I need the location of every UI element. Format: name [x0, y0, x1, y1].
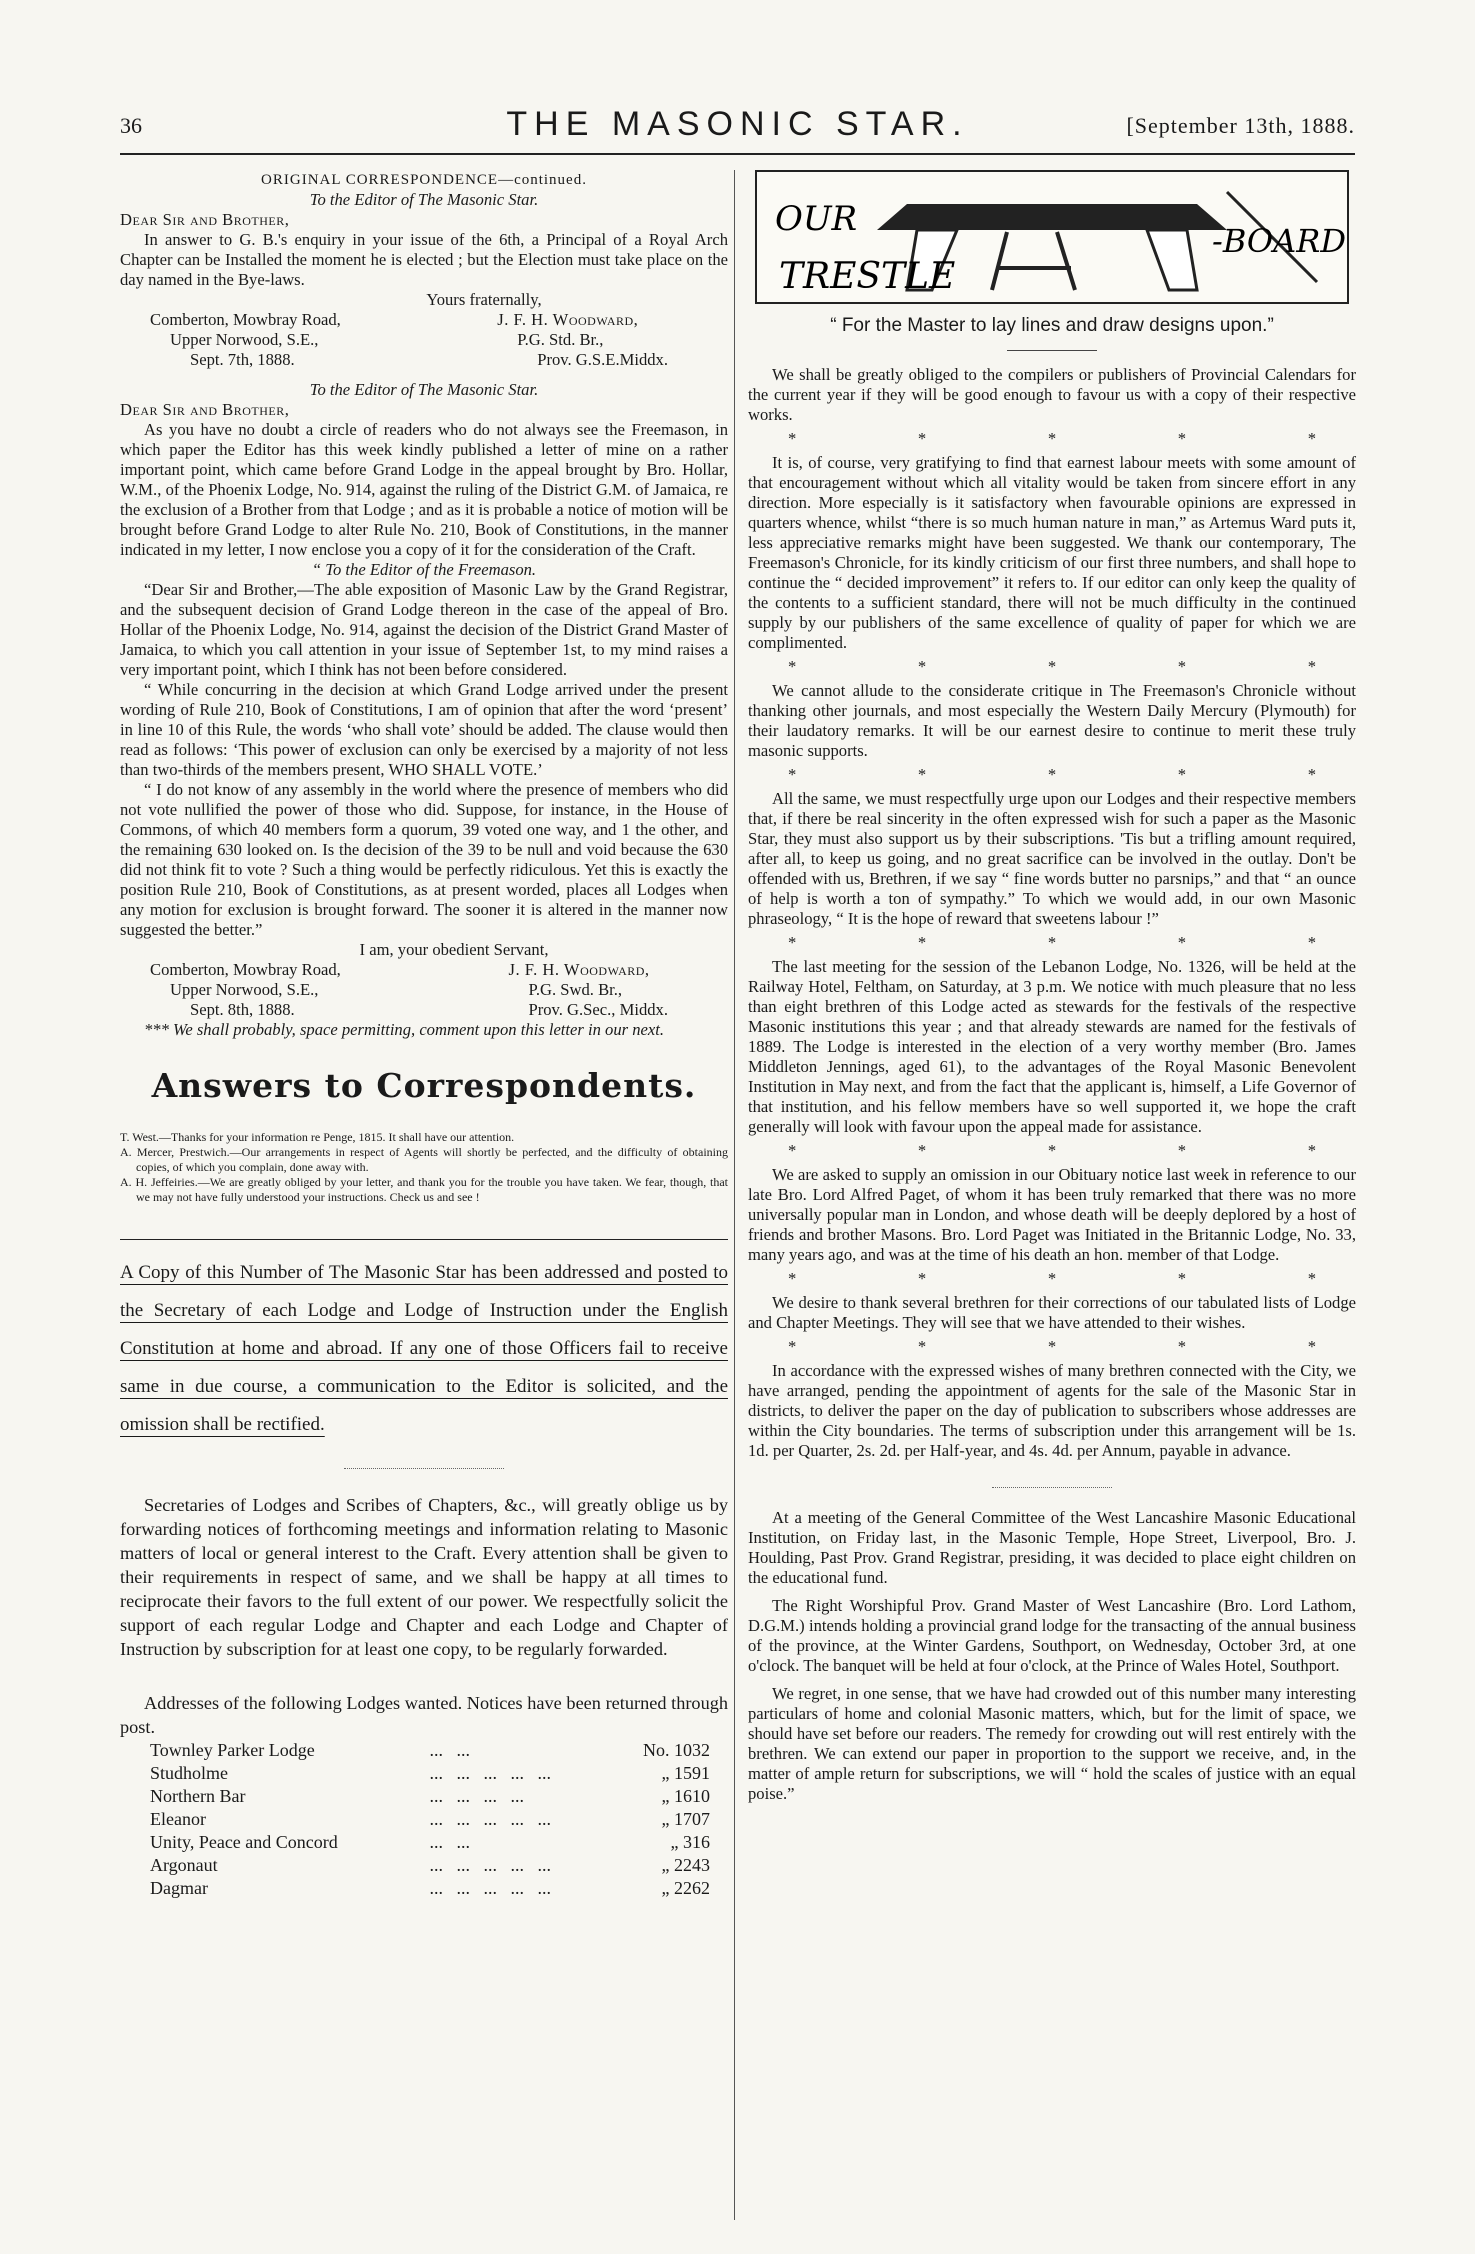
news-paragraph: In accordance with the expressed wishes of many brethren connected with the City, we have arranged, pending the appointment of agents for the sale of the Masonic Star in districts, to deliver the paper on the day of publication to subscribers whose addresses are within the City boundaries. The terms of subscription under this arrangement will be 1s. 1d. per Quarter, 2s. 2d. per Half-year, and 4s. 4d. per Annum, payable in advance. — [748, 1361, 1356, 1460]
asterisk: * — [1307, 1337, 1316, 1356]
lodge-number: „ 1707 — [661, 1809, 710, 1829]
leader-dots: ... ... ... ... ... — [429, 1878, 551, 1898]
lodges-wanted-table — [150, 1739, 710, 1900]
board-word: TRESTLE — [779, 256, 956, 297]
news-paragraph: We cannot allude to the considerate critique in The Freemason's Chronicle without thanking other journals, and most especially the Western Daily Mercury (Plymouth) for their laudatory remarks. It will be our earnest desire to continue to merit these truly masonic supports. — [748, 681, 1356, 760]
asterisk: * — [1047, 1337, 1057, 1356]
letter2-signature-block — [120, 960, 728, 1020]
asterisk: * — [788, 429, 797, 448]
asterism-separator — [748, 657, 1356, 677]
lodge-row — [150, 1877, 710, 1900]
asterisk: * — [1047, 933, 1057, 952]
column-divider — [734, 170, 735, 2220]
header-rule — [120, 153, 1355, 155]
asterisk: * — [788, 1141, 797, 1160]
news-paragraph: The last meeting for the session of the Lebanon Lodge, No. 1326, will be held at the Railway Hotel, Feltham, on Saturday, at 3 p.m. We notice with much pleasure that no less than eight brethren of this Lodge acted as stewards for the festivals of the respective Masonic institutions this year ; and that already stewards are named for the festivals of 1889. The Lodge is interested in the election of a very worthy member (Bro. James Middleton Jennings, aged 61), to the advantages of the Royal Masonic Benevolent Institution in May next, and from the fact that the applicant is, himself, a Life Governor of that institution, and his fellow members have so well supported it, we hope the craft generally will look with favour upon the appeal made for assistance. — [748, 957, 1356, 1136]
provincial-notes — [748, 1508, 1356, 1804]
letter2-salutation: Dear Sir and Brother, — [120, 400, 290, 419]
lodge-number: No. 1032 — [643, 1740, 710, 1760]
answer-item: A. Mercer, Prestwich.—Our arrangements in respect of Agents will shortly be perfected, and the difficulty of obtaining copies, of which you complain, done away with. — [120, 1145, 728, 1174]
lodge-row — [150, 1785, 710, 1808]
letter2-paragraph: “ I do not know of any assembly in the world where the presence of members who did not vote nullified the power of those who did. Suppose, for instance, in the House of Commons, of which 40 members form a quorum, 39 voted one way, and 1 the other, and the remaining 630 looked on. Is the decision of the 39 to be null and void because the 630 did not think fit to vote ? Such a thing would be perfectly ridiculous. Yet this is exactly the position Rule 210, Book of Constitutions, as at present worded, places all Lodges when any motion for exclusion is brought forward. The sooner it is altered in the manner now suggested the better.” — [120, 780, 728, 939]
answer-item: T. West.—Thanks for your information re Penge, 1815. It shall have our attention. — [120, 1130, 515, 1144]
asterisk: * — [917, 1141, 927, 1160]
asterism-separator — [748, 429, 1356, 449]
asterisk: * — [917, 1269, 927, 1288]
asterisk: * — [1047, 657, 1057, 676]
asterisk: * — [1047, 1269, 1057, 1288]
leader-dots: ... ... ... ... ... — [429, 1763, 551, 1783]
lodge-row — [150, 1762, 710, 1785]
lodge-number: „ 316 — [670, 1832, 710, 1852]
asterisk: * — [1047, 765, 1057, 784]
letter1-salutation: Dear Sir and Brother, — [120, 210, 290, 229]
asterisk: * — [1177, 1337, 1187, 1356]
asterisk: * — [917, 933, 927, 952]
letter1-signatory: J. F. H. Woodward, — [497, 310, 639, 329]
lodge-number: „ 2243 — [661, 1855, 710, 1875]
asterisk: * — [1177, 933, 1187, 952]
asterisk: * — [1307, 765, 1316, 784]
leader-dots: ... ... — [429, 1832, 470, 1852]
asterisk: * — [917, 429, 927, 448]
right-column — [748, 170, 1356, 1812]
letter2-date: Sept. 8th, 1888. — [190, 1000, 295, 1019]
letter2-address-line: Upper Norwood, S.E., — [170, 980, 319, 999]
asterisk: * — [1177, 765, 1187, 784]
answer-item: A. H. Jeffeiries.—We are greatly obliged by your letter, and thank you for the trouble you have taken. We fear, though, that we may not have fully understood your instructions. Check us and see ! — [120, 1175, 728, 1204]
asterisk: * — [788, 933, 797, 952]
letter1-date: Sept. 7th, 1888. — [190, 350, 295, 369]
letter2-quote-heading: “ To the Editor of the Freemason. — [311, 560, 537, 579]
news-paragraph: The Right Worshipful Prov. Grand Master of West Lancashire (Bro. Lord Lathom, D.G.M.) intends holding a provincial grand lodge for the transacting of the annual business of the province, at the Winter Gardens, Southport, on Wednesday, October 3rd, at one o'clock. The banquet will be held at four o'clock, at the Prince of Wales Hotel, Southport. — [748, 1596, 1356, 1675]
lodge-number: „ 1591 — [661, 1763, 710, 1783]
leader-dots: ... ... ... ... ... — [429, 1809, 551, 1829]
asterism-separator — [748, 1337, 1356, 1357]
trestle-board-motto: “ For the Master to lay lines and draw designs upon.” — [830, 315, 1274, 336]
lodge-name: Northern Bar — [150, 1786, 246, 1806]
news-paragraph: We shall be greatly obliged to the compilers or publishers of Provincial Calendars for the current year if they will be good enough to favour us with a copy of their respective works. — [748, 365, 1356, 424]
news-paragraph: We regret, in one sense, that we have had crowded out of this number many interesting particulars of home and colonial Masonic matters, which, but for the limit of space, we should have set before our readers. The remedy for crowding out will rest entirely with the brethren. We can extend our paper in proportion to the support we receive, and, in the matter of ample return for subscriptions, we will “ hold the scales of justice with an equal poise.” — [748, 1684, 1356, 1803]
letter2-paragraph: “Dear Sir and Brother,—The able exposition of Masonic Law by the Grand Registrar, and the subsequent decision of Grand Lodge thereon in the case of the appeal of Bro. Hollar of the Phoenix Lodge, No. 914, against the decision of the District Grand Master of Jamaica, to which you call attention in your issue of September 1st, to my mind raises a very important point, which I think has not been before considered. — [120, 580, 728, 679]
asterism-separator — [748, 933, 1356, 953]
asterisk: * — [1177, 1141, 1187, 1160]
trestle-leg — [1147, 230, 1197, 290]
answers-heading: Answers to Correspondents. — [151, 1066, 697, 1105]
board-top — [877, 204, 1227, 230]
asterisk: * — [788, 657, 797, 676]
asterism-separator — [748, 1141, 1356, 1161]
asterism-separator — [748, 765, 1356, 785]
letter2-addressee: To the Editor of The Masonic Star. — [309, 380, 539, 399]
correspondence-heading: ORIGINAL CORRESPONDENCE—continued. — [261, 172, 587, 188]
news-paragraph: We are asked to supply an omission in our Obituary notice last week in reference to our late Bro. Lord Alfred Paget, of whom it has been truly remarked that there was no more universally popular man in London, and whose death will be deeply deplored by a host of friends and brother Masons. Bro. Lord Paget was Initiated in the Britannic Lodge, No. 33, many years ago, and was at the time of his death an hon. member of that Lodge. — [748, 1165, 1356, 1264]
asterisk: * — [1177, 429, 1187, 448]
lodge-row — [150, 1808, 710, 1831]
board-word: -BOARD — [1212, 222, 1347, 260]
leader-dots: ... ... ... ... ... — [429, 1855, 551, 1875]
asterisk: * — [1307, 1141, 1316, 1160]
letter2-rank: P.G. Swd. Br., — [528, 980, 623, 999]
issue-date: [September 13th, 1888. — [1126, 113, 1355, 138]
lodge-name: Dagmar — [150, 1878, 208, 1898]
letter1-rank: Prov. G.S.E.Middx. — [537, 350, 668, 369]
asterisk: * — [1177, 657, 1187, 676]
asterisk: * — [1307, 1269, 1316, 1288]
letter2-paragraph: As you have no doubt a circle of readers who do not always see the Freemason, in which paper the Editor has this week kindly published a letter of mine on a rather important point, which came before Grand Lodge in the appeal brought by Bro. Hollar, W.M., of the Phoenix Lodge, No. 914, against the ruling of the District G.M. of Jamaica, re the exclusion of a Brother from that Lodge ; and as it is probable a notice of motion will be brought before Grand Lodge to alter Rule No. 210, Book of Constitutions, in the manner indicated in my letter, I now enclose you a copy of it for the consideration of the Craft. — [120, 420, 728, 559]
separator — [344, 1468, 504, 1469]
leader-dots: ... ... ... ... — [429, 1786, 524, 1806]
lodge-name: Unity, Peace and Concord — [150, 1832, 338, 1852]
lodge-row — [150, 1831, 710, 1854]
asterisk: * — [917, 657, 927, 676]
lodge-number: „ 2262 — [661, 1878, 710, 1898]
letter1-rank: P.G. Std. Br., — [517, 330, 604, 349]
lodge-name: Studholme — [150, 1763, 229, 1783]
asterisk: * — [788, 1337, 797, 1356]
asterisk: * — [1177, 1269, 1187, 1288]
separator — [992, 1487, 1112, 1488]
news-paragraph: All the same, we must respectfully urge upon our Lodges and their respective members that, if there be real sincerity in the often expressed wish for such a paper as the Masonic Star, they must also support us by their subscriptions. 'Tis but a trifling amount required, after all, to keep us going, and no great sacrifice can be involved in the outlay. Don't be offended with us, Brethren, if we say “ fine words butter no parsnips,” and that “ an ounce of help is worth a ton of sympathy.” To which we would add, in our own Masonic phraseology, “ It is the hope of reward that sweetens labour !” — [748, 789, 1356, 928]
news-paragraph: It is, of course, very gratifying to find that earnest labour meets with some amount of that encouragement without which all vitality would be taken from sincere effort in any direction. More especially is it satisfactory when favourable opinions are expressed in quarters whence, whilst “there is so much human nature in man,” as Artemus Ward puts it, less appreciative remarks might have been suggested. We thank our contemporary, The Freemason's Chronicle, for its kindly criticism of our first three numbers, and shall hope to continue the “ decided improvement” it refers to. If our editor can only keep the quality of the contents to a sufficient standard, there will not be much difficulty in the continued supply by our publishers of the same excellence of quality of paper for which we are complimented. — [748, 453, 1356, 652]
letter1-address-line: Comberton, Mowbray Road, — [150, 310, 341, 329]
asterism-separator — [748, 1269, 1356, 1289]
letter1-body: In answer to G. B.'s enquiry in your issue of the 6th, a Principal of a Royal Arch Chapter can be Installed the moment he is elected ; but the Election must take place on the day named in the Bye-laws. — [120, 230, 728, 289]
news-paragraph: At a meeting of the General Committee of the West Lancashire Masonic Educational Institution, on Friday last, in the Masonic Temple, Hope Street, Liverpool, Bro. J. Houlding, Past Prov. Grand Registrar, presiding, it was decided to place eight children on the educational fund. — [748, 1508, 1356, 1587]
leader-dots: ... ... — [429, 1740, 470, 1760]
distribution-notice-text: A Copy of this Number of The Masonic Star has been addressed and posted to the Secretary of each Lodge and Lodge of Instruction under the English Constitution at home and abroad. If any one of those Officers fail to receive same in due course, a communication to the Editor is solicited, and the omission shall be rectified. — [120, 1262, 728, 1435]
trestle-board-notes — [748, 365, 1356, 1461]
secretaries-notice: Secretaries of Lodges and Scribes of Chapters, &c., will greatly oblige us by forwarding notices of forthcoming meetings and information relating to Masonic matters of local or general interest to the Craft. Every attention shall be given to their requirements in respect of same, and we shall be happy at all times to reciprocate their favors to the full extent of our power. We respectfully solicit the support of each regular Lodge and Chapter and each Lodge and Chapter of Instruction by subscription for at least one copy, to be regularly forwarded. — [120, 1495, 728, 1659]
lodge-row — [150, 1739, 710, 1762]
lodge-name: Townley Parker Lodge — [150, 1740, 315, 1760]
page-number: 36 — [120, 113, 142, 138]
masthead-title: THE MASONIC STAR. — [506, 105, 969, 143]
letter1-address-line: Upper Norwood, S.E., — [170, 330, 319, 349]
letter2-signatory: J. F. H. Woodward, — [508, 960, 650, 979]
asterisk: * — [1307, 657, 1316, 676]
letter2-paragraph: “ While concurring in the decision at which Grand Lodge arrived under the present wording of Rule 210, Book of Constitutions, I am of opinion that after the word ‘present’ in line 10 of this Rule, the words ‘who shall vote’ should be added. The clause would then read as follows: ‘This power of exclusion can only be exercised by a majority of not less than two-thirds of the members present, WHO SHALL VOTE.’ — [120, 680, 728, 779]
lodge-row — [150, 1854, 710, 1877]
news-paragraph: We desire to thank several brethren for their corrections of our tabulated lists of Lodge and Chapter Meetings. They will see that we have attended to their wishes. — [748, 1293, 1356, 1332]
asterisk: * — [1307, 933, 1316, 952]
letter2-rank: Prov. G.Sec., Middx. — [528, 1000, 668, 1019]
lodge-number: „ 1610 — [661, 1786, 710, 1806]
letter2-address-line: Comberton, Mowbray Road, — [150, 960, 341, 979]
asterisk: * — [788, 1269, 797, 1288]
asterisk: * — [1047, 1141, 1057, 1160]
asterisk: * — [1047, 429, 1057, 448]
lodge-name: Argonaut — [150, 1855, 218, 1875]
asterisk: * — [788, 765, 797, 784]
letter1-signature-block — [120, 310, 728, 370]
letter1-addressee: To the Editor of The Masonic Star. — [309, 190, 539, 209]
page-header — [120, 105, 1355, 151]
board-word: OUR — [775, 199, 858, 239]
trestle-board-image — [757, 172, 1347, 302]
lodge-name: Eleanor — [150, 1809, 206, 1829]
editor-note: *** We shall probably, space permitting, comment upon this letter in our next. — [144, 1020, 665, 1039]
left-column — [120, 170, 728, 1900]
separator — [1007, 350, 1097, 351]
addresses-wanted-intro: Addresses of the following Lodges wanted. Notices have been returned through post. — [120, 1693, 728, 1737]
asterisk: * — [1307, 429, 1316, 448]
asterisk: * — [917, 765, 927, 784]
asterisk: * — [917, 1337, 927, 1356]
letter2-closing: I am, your obedient Servant, — [359, 940, 549, 959]
letter1-closing: Yours fraternally, — [426, 290, 542, 309]
distribution-notice — [120, 1239, 728, 1444]
trestle-board-illustration — [755, 170, 1349, 304]
